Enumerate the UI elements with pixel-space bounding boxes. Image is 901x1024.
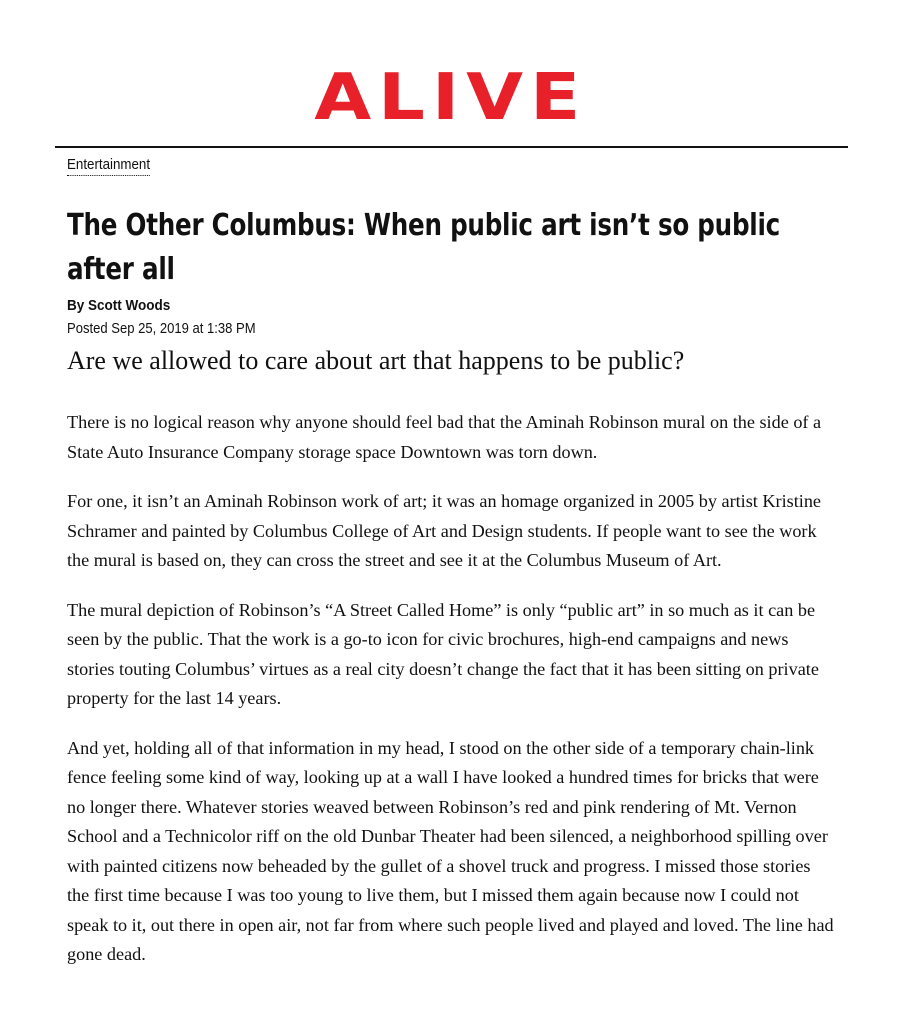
article-paragraph: The mural depiction of Robinson’s “A Street Called Home” is only “public art” in so much as it can be seen by the public. That the work is a go-to icon for civic brochures, high-end campaigns and news stories touting Columbus’ virtues as a real city doesn’t change the fact that it has been sitting on private property for the last 14 years. [67,599,819,708]
article-body [67,408,837,990]
article-headline: The Other Columbus: When public art isn’t so public after all [67,208,781,287]
article-byline: By Scott Woods [67,297,171,314]
header-divider [55,146,848,148]
article-paragraph: For one, it isn’t an Aminah Robinson work of art; it was an homage organized in 2005 by artist Kristine Schramer and painted by Columbus College of Art and Design students. If people want to see the work the mural is based on, they can cross the street and see it at the Columbus Museum of Art. [67,491,821,570]
article-paragraph: And yet, holding all of that information in my head, I stood on the other side of a temporary chain-link fence feeling some kind of way, looking up at a wall I have looked a hundred times for bricks that were no longer there. Whatever stories weaved between Robinson’s red and pink rendering of Mt. Vernon School and a Technicolor riff on the old Dunbar Theater had been silenced, a neighborhood spilling over with painted citizens now beheaded by the gullet of a shovel truck and progress. I missed those stories the first time because I was too young to live them, but I missed them again because now I could not speak to it, out there in open air, not far from where such people lived and played and loved. The line had gone dead. [67,737,834,964]
article-subtitle: Are we allowed to care about art that happens to be public? [67,346,685,375]
alive-logo[interactable]: ALIVE [314,61,587,135]
masthead [0,62,901,134]
article-posted-date: Posted Sep 25, 2019 at 1:38 PM [67,321,256,337]
section-link-entertainment[interactable]: Entertainment [67,155,150,176]
article-paragraph: There is no logical reason why anyone should feel bad that the Aminah Robinson mural on the side of a State Auto Insurance Company storage space Downtown was torn down. [67,412,822,462]
